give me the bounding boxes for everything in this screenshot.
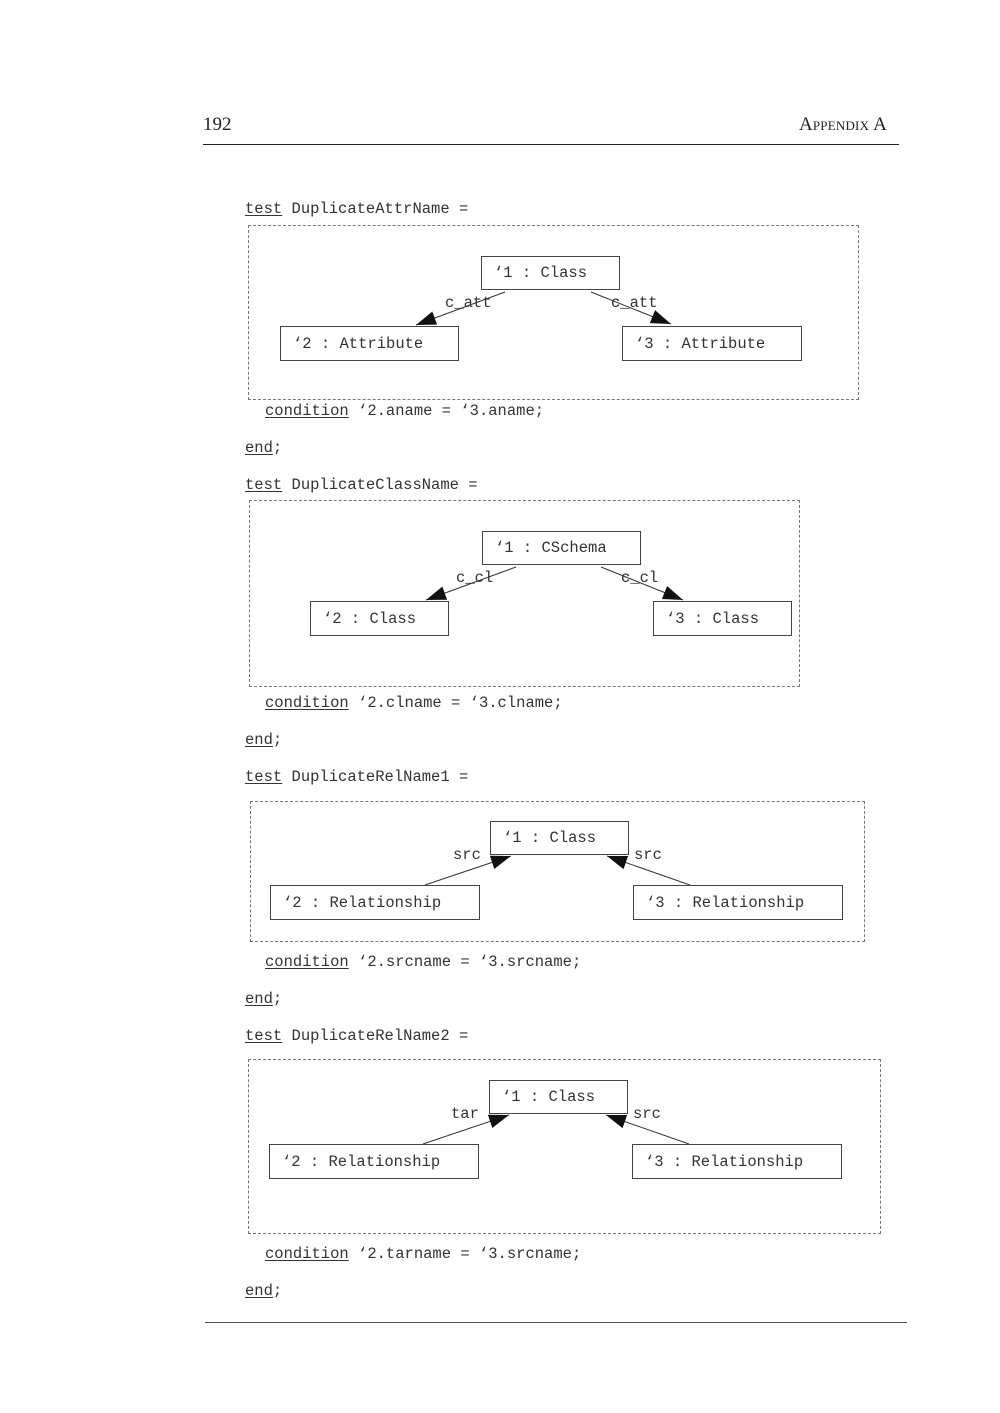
edge-label-right: c_cl bbox=[621, 569, 659, 587]
end-keyword: end bbox=[245, 731, 273, 749]
test-name: DuplicateRelName1 = bbox=[282, 768, 469, 786]
edge-label-right: src bbox=[633, 1105, 661, 1123]
test-keyword: test bbox=[245, 476, 283, 494]
edge-label-right: c_att bbox=[611, 294, 658, 312]
page-number: 192 bbox=[203, 114, 232, 135]
node-top: ‘1 : Class bbox=[490, 821, 629, 855]
node-left: ‘2 : Attribute bbox=[280, 326, 459, 361]
end-punct: ; bbox=[272, 439, 283, 457]
footer-rule bbox=[205, 1322, 907, 1323]
node-top: ‘1 : CSchema bbox=[482, 531, 641, 565]
running-head: Appendix A bbox=[798, 114, 887, 135]
condition-keyword: condition bbox=[265, 694, 349, 712]
edge-label-left: c_cl bbox=[456, 569, 494, 587]
test-keyword: test bbox=[245, 1027, 283, 1045]
condition-expression: ‘2.clname = ‘3.clname; bbox=[348, 694, 563, 712]
test-keyword: test bbox=[245, 768, 283, 786]
end-line-4 bbox=[245, 1282, 282, 1300]
end-punct: ; bbox=[272, 1282, 283, 1300]
edge-label-left: c_att bbox=[445, 294, 492, 312]
node-top: ‘1 : Class bbox=[489, 1080, 628, 1114]
condition-keyword: condition bbox=[265, 402, 349, 420]
node-left: ‘2 : Class bbox=[310, 601, 449, 636]
end-keyword: end bbox=[245, 990, 273, 1008]
node-right: ‘3 : Relationship bbox=[632, 1144, 842, 1179]
node-left: ‘2 : Relationship bbox=[269, 1144, 479, 1179]
condition-line-1 bbox=[265, 402, 544, 420]
test-name: DuplicateAttrName = bbox=[282, 200, 469, 218]
end-punct: ; bbox=[272, 731, 283, 749]
test-header-3 bbox=[245, 768, 468, 786]
end-line-1 bbox=[245, 439, 282, 457]
condition-expression: ‘2.tarname = ‘3.srcname; bbox=[348, 1245, 582, 1263]
pattern-box-1 bbox=[248, 225, 859, 400]
test-keyword: test bbox=[245, 200, 283, 218]
edge-label-left: src bbox=[453, 846, 481, 864]
node-right: ‘3 : Relationship bbox=[633, 885, 843, 920]
node-right: ‘3 : Attribute bbox=[622, 326, 802, 361]
end-keyword: end bbox=[245, 1282, 273, 1300]
condition-keyword: condition bbox=[265, 953, 349, 971]
condition-expression: ‘2.aname = ‘3.aname; bbox=[348, 402, 545, 420]
test-header-1 bbox=[245, 200, 468, 218]
node-left: ‘2 : Relationship bbox=[270, 885, 480, 920]
test-header-2 bbox=[245, 476, 478, 494]
end-keyword: end bbox=[245, 439, 273, 457]
condition-line-4 bbox=[265, 1245, 581, 1263]
node-right: ‘3 : Class bbox=[653, 601, 792, 636]
edge-label-right: src bbox=[634, 846, 662, 864]
test-name: DuplicateClassName = bbox=[282, 476, 478, 494]
test-header-4 bbox=[245, 1027, 468, 1045]
edge-label-left: tar bbox=[451, 1105, 479, 1123]
end-line-2 bbox=[245, 731, 282, 749]
condition-line-3 bbox=[265, 953, 581, 971]
pattern-box-2 bbox=[249, 500, 800, 687]
node-top: ‘1 : Class bbox=[481, 256, 620, 290]
test-name: DuplicateRelName2 = bbox=[282, 1027, 469, 1045]
condition-line-2 bbox=[265, 694, 563, 712]
end-line-3 bbox=[245, 990, 282, 1008]
end-punct: ; bbox=[272, 990, 283, 1008]
condition-expression: ‘2.srcname = ‘3.srcname; bbox=[348, 953, 582, 971]
condition-keyword: condition bbox=[265, 1245, 349, 1263]
